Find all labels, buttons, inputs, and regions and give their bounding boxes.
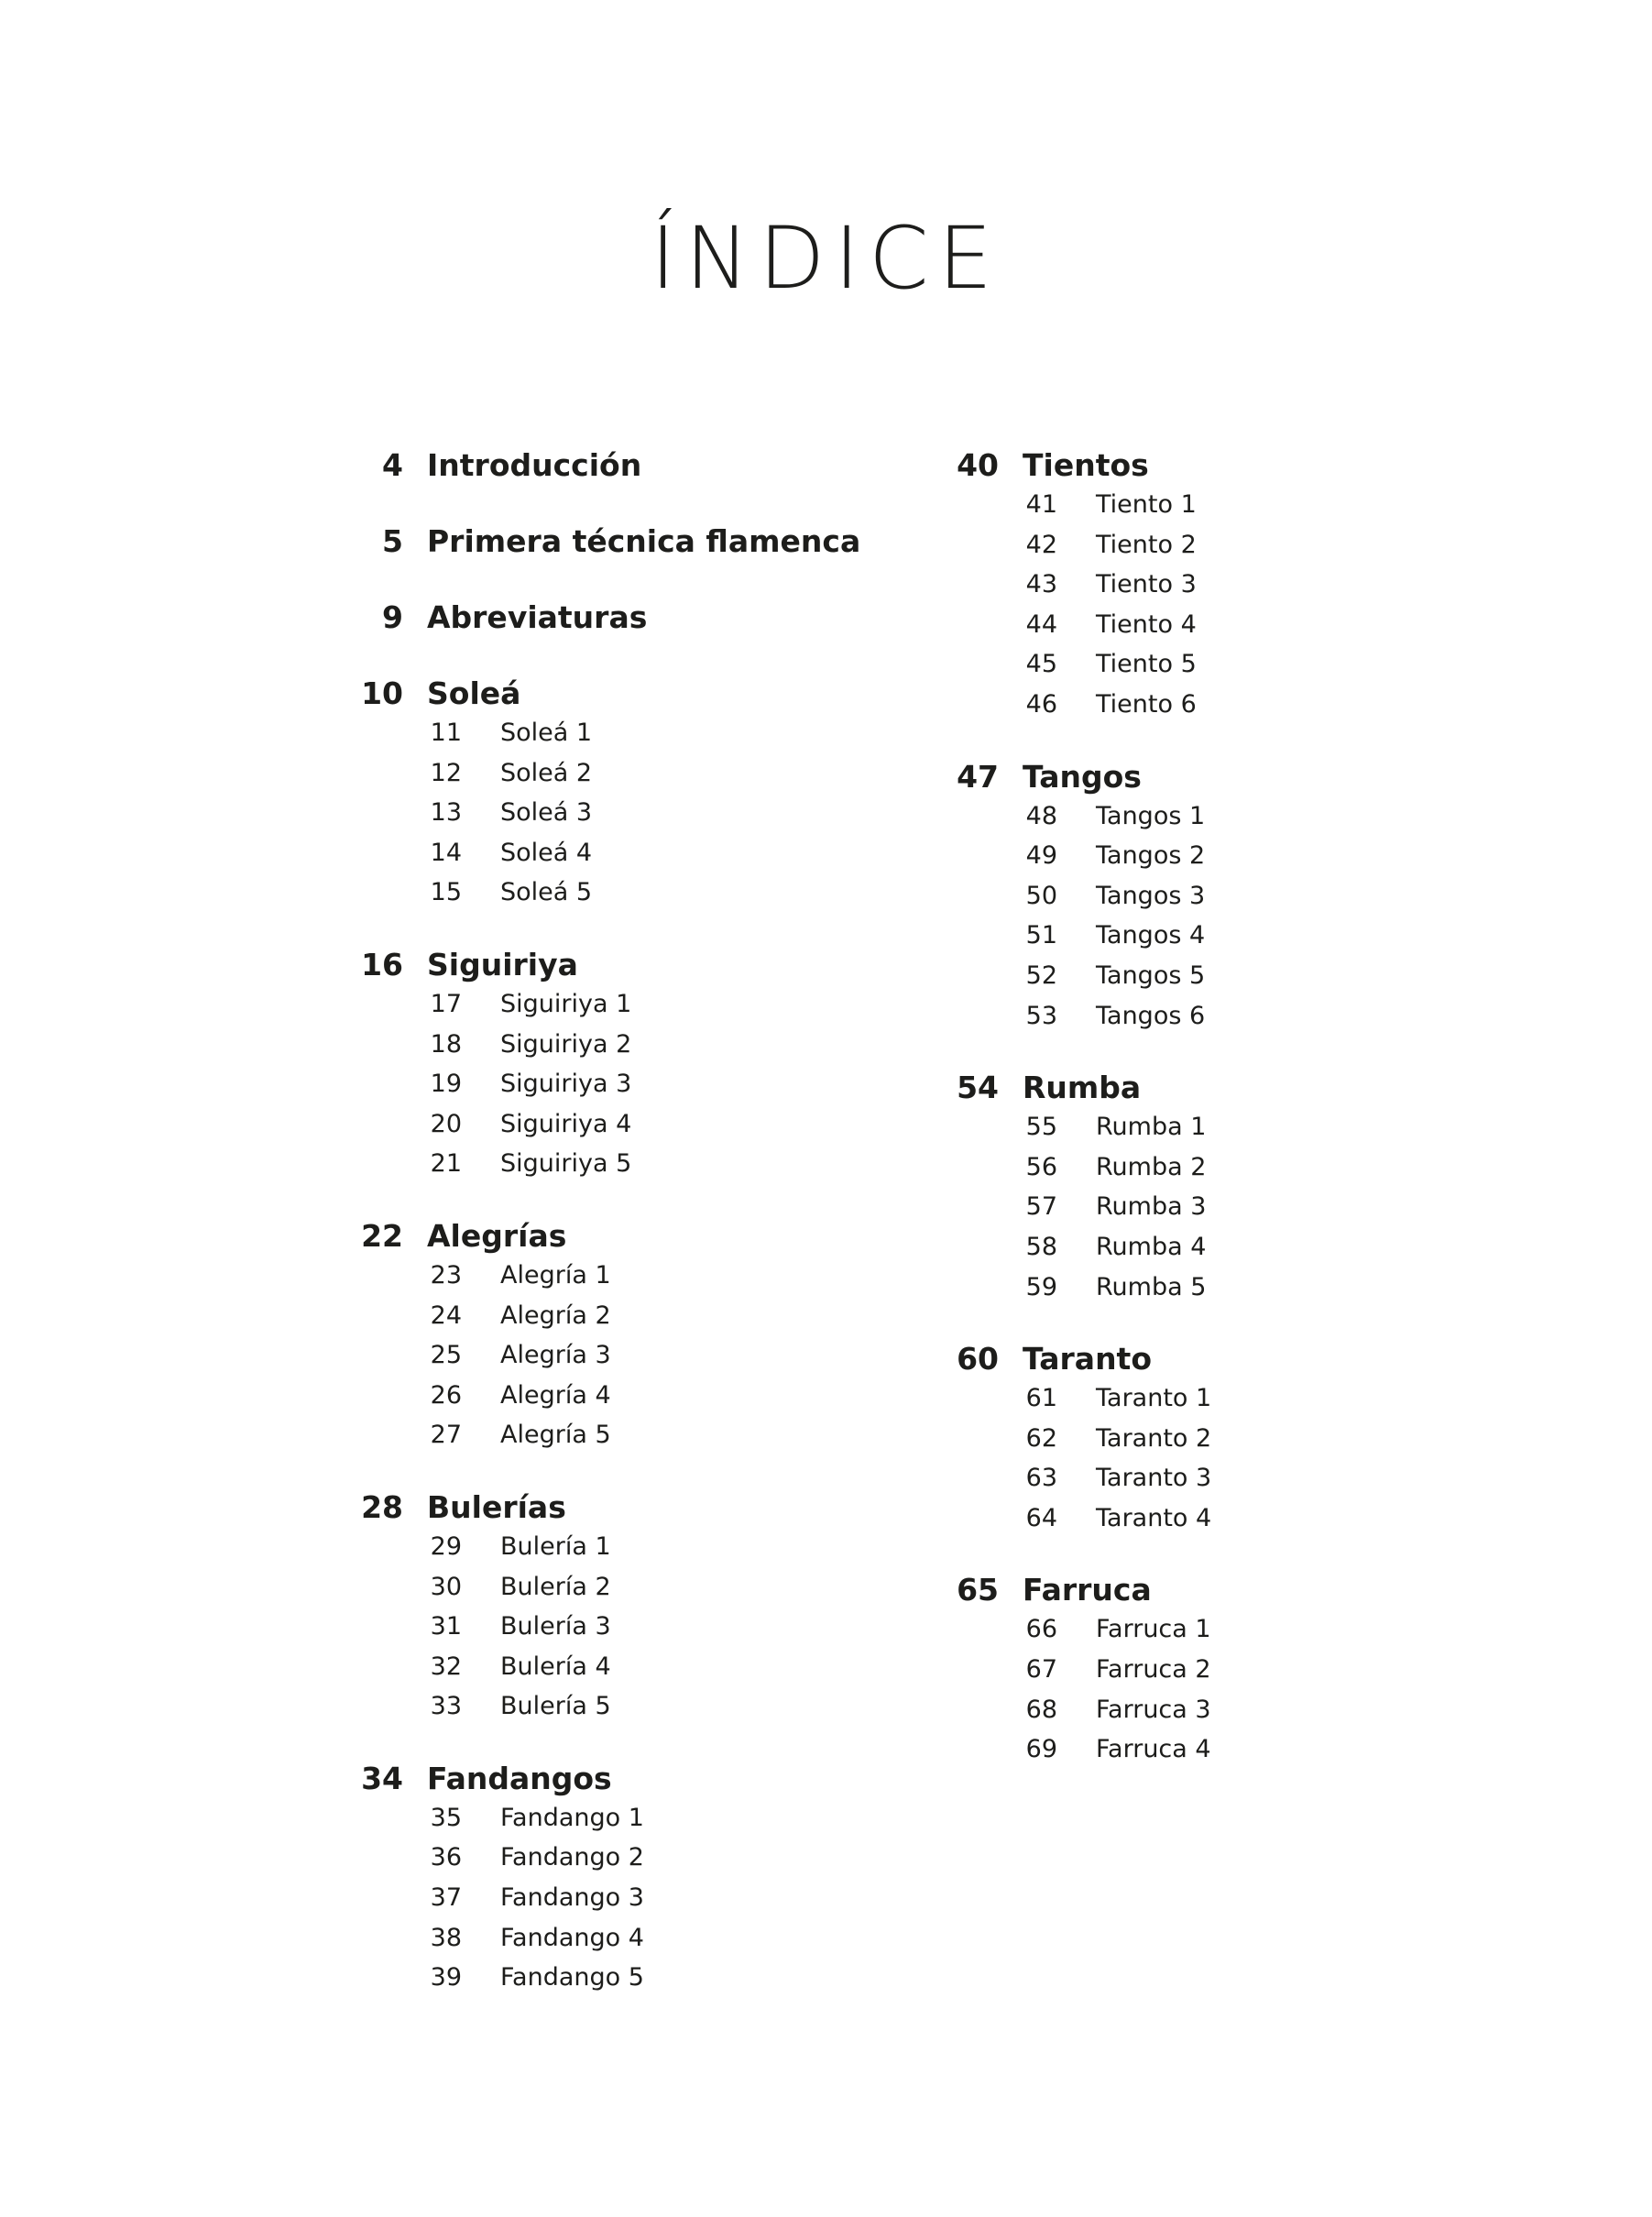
toc-entry[interactable] — [348, 1686, 898, 1727]
entry-page-number: 39 — [430, 1963, 462, 1992]
toc-section-heading[interactable] — [348, 598, 898, 637]
toc-section-heading[interactable] — [348, 1217, 898, 1256]
entry-title: Soleá 5 — [500, 878, 593, 907]
toc-section — [348, 446, 898, 485]
entry-title: Soleá 3 — [500, 798, 593, 828]
toc-entry[interactable] — [944, 1609, 1493, 1650]
entry-title: Siguiriya 2 — [500, 1029, 632, 1059]
entry-page-number: 63 — [1025, 1464, 1057, 1493]
entry-title: Rumba 4 — [1096, 1232, 1207, 1261]
entry-page-number: 50 — [1025, 881, 1057, 910]
section-page-number: 34 — [361, 1760, 403, 1796]
section-title: Alegrías — [427, 1217, 567, 1254]
entry-title: Soleá 2 — [500, 758, 593, 787]
section-page-number: 4 — [382, 447, 403, 483]
toc-entry[interactable] — [348, 753, 898, 794]
toc-section — [348, 522, 898, 561]
entry-title: Tiento 5 — [1096, 650, 1197, 679]
entry-title: Tiento 3 — [1096, 570, 1197, 599]
toc-entry[interactable] — [348, 1527, 898, 1567]
toc-entry[interactable] — [944, 1650, 1493, 1690]
toc-entry[interactable] — [944, 644, 1493, 685]
toc-entry[interactable] — [348, 1878, 898, 1918]
entry-title: Tangos 4 — [1096, 921, 1206, 950]
toc-entry[interactable] — [944, 916, 1493, 956]
toc-section-heading[interactable] — [348, 675, 898, 713]
entry-title: Alegría 2 — [500, 1301, 611, 1330]
toc-entry[interactable] — [348, 1607, 898, 1647]
entry-page-number: 26 — [430, 1380, 462, 1410]
toc-entry[interactable] — [348, 873, 898, 913]
entry-title: Fandango 3 — [500, 1883, 644, 1913]
toc-entry[interactable] — [348, 1104, 898, 1145]
entry-page-number: 45 — [1025, 650, 1057, 679]
entry-title: Fandango 1 — [500, 1803, 644, 1832]
entry-title: Tangos 5 — [1096, 960, 1206, 990]
toc-entry[interactable] — [348, 1958, 898, 1998]
section-page-number: 10 — [361, 675, 403, 711]
entry-title: Siguiriya 4 — [500, 1109, 632, 1138]
toc-entry[interactable] — [348, 1647, 898, 1687]
toc-entry[interactable] — [348, 1144, 898, 1184]
entry-page-number: 27 — [430, 1421, 462, 1450]
entry-page-number: 52 — [1025, 960, 1057, 990]
entry-title: Taranto 4 — [1096, 1503, 1212, 1532]
toc-section — [348, 675, 898, 913]
section-page-number: 9 — [382, 599, 403, 635]
toc-entry[interactable] — [348, 1567, 898, 1608]
entry-title: Bulería 3 — [500, 1612, 611, 1641]
section-title: Primera técnica flamenca — [427, 523, 861, 559]
section-title: Farruca — [1023, 1572, 1152, 1608]
entry-page-number: 25 — [430, 1341, 462, 1370]
entry-page-number: 61 — [1025, 1384, 1057, 1413]
entry-page-number: 36 — [430, 1843, 462, 1872]
entry-title: Fandango 4 — [500, 1923, 644, 1952]
section-page-number: 65 — [957, 1572, 999, 1608]
toc-section — [944, 758, 1493, 1037]
entry-page-number: 46 — [1025, 689, 1057, 719]
entry-title: Tangos 6 — [1096, 1001, 1206, 1030]
entry-page-number: 15 — [430, 878, 462, 907]
toc-section-heading[interactable] — [348, 446, 898, 485]
toc-entry[interactable] — [348, 1376, 898, 1416]
toc-entry[interactable] — [944, 1187, 1493, 1227]
entry-page-number: 43 — [1025, 570, 1057, 599]
entry-page-number: 69 — [1025, 1735, 1057, 1764]
entry-title: Alegría 4 — [500, 1380, 611, 1410]
entry-page-number: 19 — [430, 1070, 462, 1099]
entry-page-number: 68 — [1025, 1695, 1057, 1724]
toc-entry[interactable] — [348, 1838, 898, 1878]
toc-entry[interactable] — [348, 1798, 898, 1838]
entry-title: Fandango 5 — [500, 1963, 644, 1992]
entry-page-number: 23 — [430, 1260, 462, 1290]
toc-entry[interactable] — [944, 996, 1493, 1037]
toc-entry[interactable] — [944, 956, 1493, 996]
toc-section — [944, 1340, 1493, 1538]
toc-section — [348, 1760, 898, 1998]
section-page-number: 60 — [957, 1341, 999, 1377]
section-title: Bulerías — [427, 1488, 566, 1525]
toc-entry[interactable] — [944, 1378, 1493, 1419]
entry-title: Taranto 1 — [1096, 1384, 1212, 1413]
toc-section-heading[interactable] — [348, 946, 898, 984]
entry-title: Bulería 4 — [500, 1652, 611, 1681]
entry-page-number: 17 — [430, 989, 462, 1018]
entry-title: Bulería 5 — [500, 1692, 611, 1721]
entry-title: Farruca 2 — [1096, 1655, 1211, 1685]
toc-section — [348, 598, 898, 637]
entry-title: Alegría 1 — [500, 1260, 611, 1290]
entry-title: Rumba 2 — [1096, 1152, 1207, 1181]
toc-section — [944, 1069, 1493, 1307]
entry-page-number: 12 — [430, 758, 462, 787]
toc-entry[interactable] — [944, 1107, 1493, 1147]
entry-page-number: 59 — [1025, 1272, 1057, 1301]
entry-title: Tiento 2 — [1096, 530, 1197, 559]
section-title: Abreviaturas — [427, 599, 648, 635]
toc-section-heading[interactable] — [348, 522, 898, 561]
entry-page-number: 48 — [1025, 801, 1057, 830]
toc-entry[interactable] — [348, 1296, 898, 1336]
toc-entry[interactable] — [944, 876, 1493, 916]
entry-title: Farruca 1 — [1096, 1615, 1211, 1644]
entry-page-number: 35 — [430, 1803, 462, 1832]
toc-entry[interactable] — [944, 1690, 1493, 1730]
entry-page-number: 24 — [430, 1301, 462, 1330]
entry-title: Farruca 3 — [1096, 1695, 1211, 1724]
toc-section-heading[interactable] — [944, 758, 1493, 796]
entry-page-number: 37 — [430, 1883, 462, 1913]
section-title: Tientos — [1023, 447, 1149, 483]
entry-title: Rumba 5 — [1096, 1272, 1207, 1301]
toc-entry[interactable] — [348, 1064, 898, 1104]
section-page-number: 54 — [957, 1070, 999, 1106]
toc-entry[interactable] — [348, 1025, 898, 1065]
toc-entry[interactable] — [944, 485, 1493, 525]
entry-title: Tangos 2 — [1096, 841, 1206, 871]
entry-page-number: 57 — [1025, 1192, 1057, 1222]
entry-title: Siguiriya 5 — [500, 1149, 632, 1179]
entry-page-number: 58 — [1025, 1232, 1057, 1261]
entry-page-number: 32 — [430, 1652, 462, 1681]
entry-page-number: 14 — [430, 838, 462, 867]
toc-right-column — [944, 446, 1493, 1803]
toc-entry[interactable] — [944, 1268, 1493, 1308]
entry-title: Soleá 1 — [500, 719, 593, 747]
toc-entry[interactable] — [944, 1498, 1493, 1539]
entry-page-number: 31 — [430, 1612, 462, 1641]
section-title: Fandangos — [427, 1760, 612, 1796]
entry-page-number: 49 — [1025, 841, 1057, 871]
entry-title: Farruca 4 — [1096, 1735, 1211, 1764]
entry-title: Tiento 1 — [1096, 490, 1197, 519]
toc-section-heading[interactable] — [348, 1488, 898, 1527]
section-title: Taranto — [1023, 1341, 1153, 1377]
entry-page-number: 41 — [1025, 490, 1057, 519]
page-title: ÍNDICE — [650, 209, 1002, 309]
section-title: Siguiriya — [427, 946, 578, 982]
section-title: Introducción — [427, 447, 642, 483]
entry-title: Alegría 3 — [500, 1341, 611, 1370]
toc-entry[interactable] — [944, 1419, 1493, 1459]
toc-entry[interactable] — [944, 1458, 1493, 1498]
entry-title: Tangos 1 — [1096, 801, 1206, 830]
entry-page-number: 38 — [430, 1923, 462, 1952]
entry-page-number: 55 — [1025, 1113, 1057, 1142]
toc-entry[interactable] — [944, 525, 1493, 565]
entry-page-number: 51 — [1025, 921, 1057, 950]
toc-entry[interactable] — [944, 836, 1493, 876]
toc-entry[interactable] — [944, 1729, 1493, 1770]
toc-entry[interactable] — [348, 1256, 898, 1296]
entry-title: Rumba 3 — [1096, 1192, 1207, 1222]
toc-entry[interactable] — [348, 793, 898, 833]
toc-left-column — [348, 446, 898, 2031]
toc-entry[interactable] — [348, 1415, 898, 1455]
section-page-number: 5 — [382, 523, 403, 559]
section-page-number: 47 — [957, 758, 999, 795]
toc-section-heading[interactable] — [944, 446, 1493, 485]
section-title: Tangos — [1023, 758, 1142, 795]
section-page-number: 28 — [361, 1488, 403, 1525]
entry-page-number: 13 — [430, 798, 462, 828]
entry-title: Siguiriya 1 — [500, 989, 632, 1018]
entry-title: Soleá 4 — [500, 838, 593, 867]
section-title: Rumba — [1023, 1070, 1142, 1106]
entry-page-number: 66 — [1025, 1615, 1057, 1644]
entry-page-number: 11 — [430, 719, 462, 747]
toc-entry[interactable] — [348, 1918, 898, 1959]
toc-section-heading[interactable] — [944, 1340, 1493, 1378]
entry-title: Alegría 5 — [500, 1421, 611, 1450]
toc-section-heading[interactable] — [944, 1069, 1493, 1107]
entry-page-number: 33 — [430, 1692, 462, 1721]
entry-title: Tangos 3 — [1096, 881, 1206, 910]
entry-title: Tiento 6 — [1096, 689, 1197, 719]
toc-entry[interactable] — [348, 713, 898, 753]
toc-entry[interactable] — [944, 796, 1493, 837]
toc-section — [348, 946, 898, 1184]
toc-entry[interactable] — [348, 984, 898, 1025]
entry-page-number: 20 — [430, 1109, 462, 1138]
toc-entry[interactable] — [348, 833, 898, 873]
toc-entry[interactable] — [944, 1227, 1493, 1268]
toc-entry[interactable] — [944, 685, 1493, 725]
section-page-number: 40 — [957, 447, 999, 483]
entry-page-number: 62 — [1025, 1423, 1057, 1453]
section-title: Soleá — [427, 675, 521, 711]
entry-page-number: 56 — [1025, 1152, 1057, 1181]
toc-section — [348, 1488, 898, 1727]
toc-entry[interactable] — [944, 1147, 1493, 1188]
entry-title: Taranto 2 — [1096, 1423, 1212, 1453]
entry-page-number: 64 — [1025, 1503, 1057, 1532]
toc-section-heading[interactable] — [348, 1760, 898, 1798]
entry-title: Taranto 3 — [1096, 1464, 1212, 1493]
entry-title: Tiento 4 — [1096, 609, 1197, 639]
entry-title: Siguiriya 3 — [500, 1070, 632, 1099]
entry-page-number: 29 — [430, 1531, 462, 1561]
toc-entry[interactable] — [944, 565, 1493, 605]
toc-section — [944, 446, 1493, 725]
entry-page-number: 67 — [1025, 1655, 1057, 1685]
entry-page-number: 21 — [430, 1149, 462, 1179]
toc-entry[interactable] — [944, 605, 1493, 645]
section-page-number: 22 — [361, 1217, 403, 1254]
entry-page-number: 53 — [1025, 1001, 1057, 1030]
entry-page-number: 44 — [1025, 609, 1057, 639]
entry-title: Bulería 2 — [500, 1572, 611, 1601]
entry-page-number: 42 — [1025, 530, 1057, 559]
section-page-number: 16 — [361, 946, 403, 982]
toc-section-heading[interactable] — [944, 1571, 1493, 1609]
entry-title: Fandango 2 — [500, 1843, 644, 1872]
entry-page-number: 18 — [430, 1029, 462, 1059]
entry-page-number: 30 — [430, 1572, 462, 1601]
toc-section — [348, 1217, 898, 1455]
entry-title: Rumba 1 — [1096, 1113, 1207, 1142]
entry-title: Bulería 1 — [500, 1531, 611, 1561]
toc-section — [944, 1571, 1493, 1769]
toc-entry[interactable] — [348, 1335, 898, 1376]
